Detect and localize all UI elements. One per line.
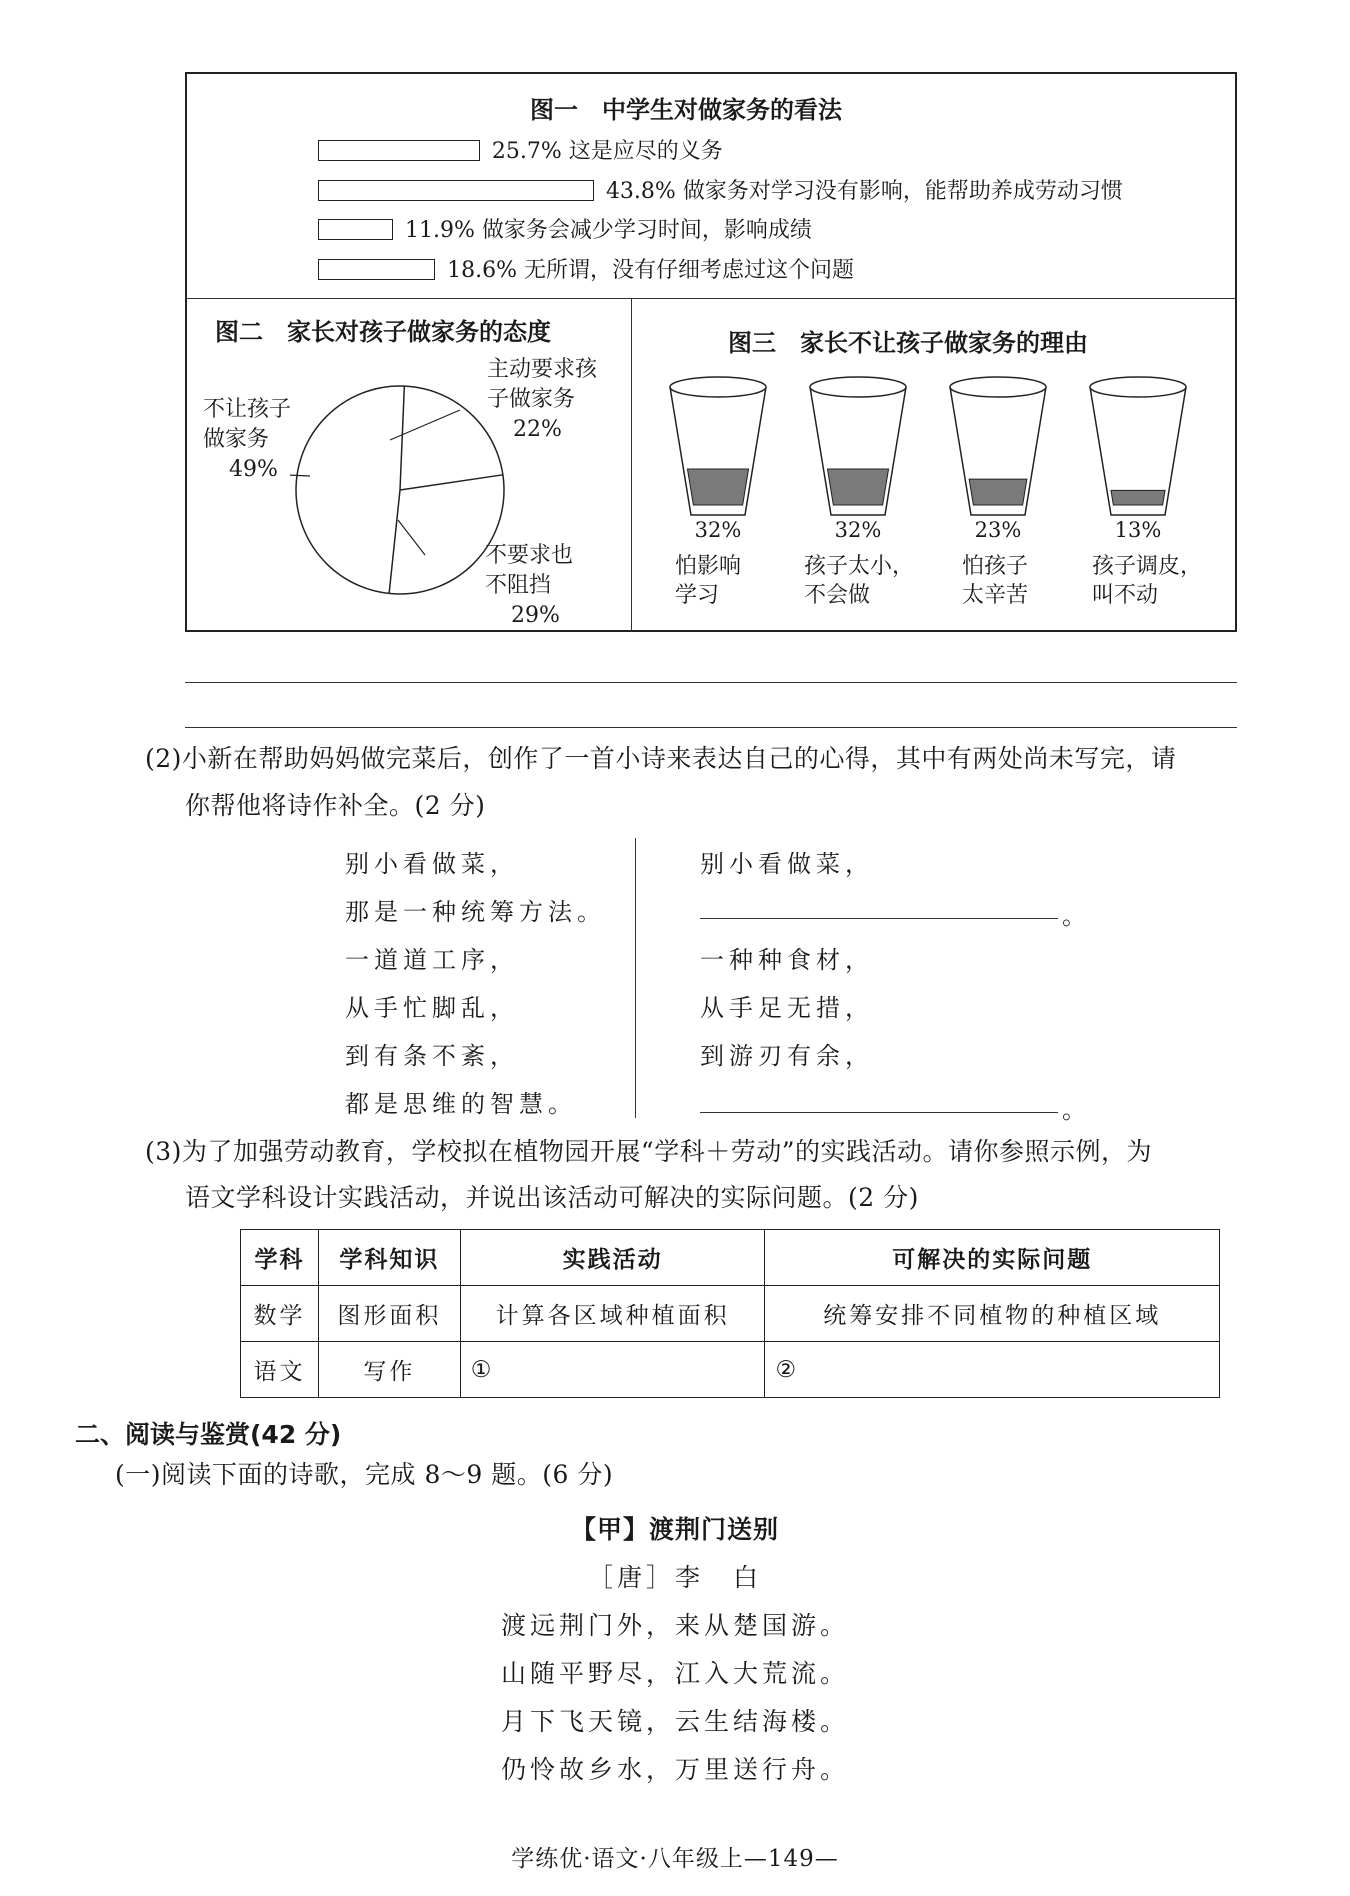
cup-rim	[810, 377, 906, 397]
cup-fill-level	[827, 469, 888, 505]
cup-reason-label	[962, 552, 1092, 610]
pie-label-line: 不让孩子	[203, 397, 292, 422]
cup-reason-line: 学习	[675, 583, 720, 608]
figure-divider-vertical	[631, 298, 632, 632]
poem-line: 别小看做菜，	[700, 850, 874, 878]
cup-reason-line: 不会做	[804, 583, 871, 608]
answer-cell-1[interactable]: ①	[460, 1342, 765, 1398]
cup-icon	[808, 375, 908, 519]
question-2-text-cont: 你帮他将诗作补全。(2 分)	[185, 791, 486, 820]
figure1-title: 图一 中学生对做家务的看法	[530, 96, 842, 124]
poem-line: 月下飞天镜，云生结海楼。	[500, 1707, 849, 1736]
cup-icon	[668, 375, 768, 519]
cup-percent-label: 32%	[694, 518, 742, 542]
figure1-bar	[318, 140, 480, 161]
figure2-pie-chart	[290, 380, 510, 600]
poem-title: 【甲】渡荆门送别	[570, 1515, 779, 1544]
poem-divider	[635, 838, 636, 1118]
cup-reason-line: 怕孩子	[962, 554, 1029, 579]
cup-reason-line: 太辛苦	[962, 583, 1029, 608]
table-header-cell: 学科知识	[318, 1230, 460, 1286]
table-row	[241, 1286, 1220, 1342]
table-header-cell: 可解决的实际问题	[765, 1230, 1220, 1286]
figure1-bar	[318, 219, 393, 240]
cup-reason-line: 怕影响	[675, 554, 742, 579]
poem-line: 从手忙脚乱，	[345, 994, 519, 1022]
figure1-bar-label: 43.8% 做家务对学习没有影响，能帮助养成劳动习惯	[605, 178, 1123, 204]
poem-blank-2[interactable]	[700, 1112, 1058, 1113]
pie-label-line: 29%	[511, 603, 560, 628]
question-3-text-cont: 语文学科设计实践活动，并说出该活动可解决的实际问题。(2 分)	[185, 1183, 919, 1212]
table-header-row	[241, 1230, 1220, 1286]
cup-icon	[1088, 375, 1188, 519]
pie-label-line: 不要求也	[485, 543, 574, 568]
table-cell: 语文	[241, 1342, 319, 1398]
cup-reason-label	[804, 552, 934, 610]
figure1-bar	[318, 180, 594, 201]
poem-line: 一道道工序，	[345, 946, 519, 974]
figure1-bar-label: 25.7% 这是应尽的义务	[491, 139, 723, 164]
cup-fill-level	[969, 479, 1027, 505]
cup-reason-line: 孩子太小，	[804, 554, 915, 579]
cup-rim	[1090, 377, 1186, 397]
table-cell: 计算各区域种植面积	[460, 1286, 765, 1342]
question-3-text: (3)为了加强劳动教育，学校拟在植物园开展“学科＋劳动”的实践活动。请你参照示例，为	[145, 1137, 1152, 1166]
poem-line: 那是一种统筹方法。	[345, 898, 606, 926]
pie-label-line: 子做家务	[487, 387, 576, 412]
poem-line: 到有条不紊，	[345, 1042, 519, 1070]
figure3-title: 图三 家长不让孩子做家务的理由	[728, 329, 1088, 357]
pie-label-active-request	[487, 355, 597, 445]
table-header-cell: 实践活动	[460, 1230, 765, 1286]
figure-divider-horizontal	[185, 298, 1237, 299]
pie-label-line: 22%	[513, 417, 562, 442]
pie-label-neutral	[485, 541, 573, 631]
table-row	[241, 1342, 1220, 1398]
pie-label-line: 49%	[229, 457, 278, 482]
poem-blank-1[interactable]	[700, 918, 1058, 919]
table-cell: 统筹安排不同植物的种植区域	[765, 1286, 1220, 1342]
pie-label-line: 主动要求孩	[487, 357, 598, 382]
answer-line[interactable]	[185, 727, 1237, 728]
cup-rim	[670, 377, 766, 397]
cup-percent-label: 13%	[1114, 518, 1162, 542]
cup-rim	[950, 377, 1046, 397]
answer-cell-2[interactable]: ②	[765, 1342, 1220, 1398]
poem-line: 山随平野尽，江入大荒流。	[500, 1659, 849, 1688]
figure1-bar	[318, 259, 435, 280]
table-cell: 图形面积	[318, 1286, 460, 1342]
pie-label-line: 不阻挡	[485, 573, 552, 598]
poem-line: 仍怜故乡水，万里送行舟。	[500, 1755, 849, 1784]
section-2-instruction: (一)阅读下面的诗歌，完成 8～9 题。(6 分)	[115, 1460, 614, 1489]
poem-author: ［唐］李 白	[587, 1563, 762, 1592]
poem-line: 一种种食材，	[700, 946, 874, 974]
question-2-text: (2)小新在帮助妈妈做完菜后，创作了一首小诗来表达自己的心得，其中有两处尚未写完，请	[145, 744, 1177, 773]
poem-line: 别小看做菜，	[345, 850, 519, 878]
answer-line[interactable]	[185, 682, 1237, 683]
table-header-cell: 学科	[241, 1230, 319, 1286]
practice-activity-table	[240, 1229, 1220, 1398]
poem-line: 到游刃有余，	[700, 1042, 874, 1070]
cup-icon	[948, 375, 1048, 519]
figure1-bar-label: 18.6% 无所谓，没有仔细考虑过这个问题	[447, 257, 855, 283]
page-footer: 学练优·语文·八年级上—149—	[511, 1846, 839, 1872]
cup-percent-label: 32%	[834, 518, 882, 542]
cup-fill-level	[687, 469, 748, 505]
poem-blank-1-period: 。	[1062, 902, 1086, 930]
cup-reason-label	[1092, 552, 1222, 610]
cup-reason-line: 叫不动	[1092, 583, 1159, 608]
section-2-title: 二、阅读与鉴赏(42 分)	[75, 1420, 342, 1449]
pie-label-not-allow	[203, 395, 291, 485]
poem-blank-2-period: 。	[1062, 1096, 1086, 1124]
poem-line: 从手足无措，	[700, 994, 874, 1022]
poem-line: 渡远荆门外，来从楚国游。	[500, 1611, 849, 1640]
cup-percent-label: 23%	[974, 518, 1022, 542]
table-cell: 数学	[241, 1286, 319, 1342]
poem-line: 都是思维的智慧。	[345, 1090, 577, 1118]
figure2-title: 图二 家长对孩子做家务的态度	[215, 318, 551, 346]
pie-label-line: 做家务	[203, 427, 270, 452]
cup-reason-label	[675, 552, 805, 610]
cup-reason-line: 孩子调皮，	[1092, 554, 1203, 579]
figure1-bar-label: 11.9% 做家务会减少学习时间，影响成绩	[404, 218, 812, 243]
table-cell: 写作	[318, 1342, 460, 1398]
cup-fill-level	[1111, 490, 1165, 505]
